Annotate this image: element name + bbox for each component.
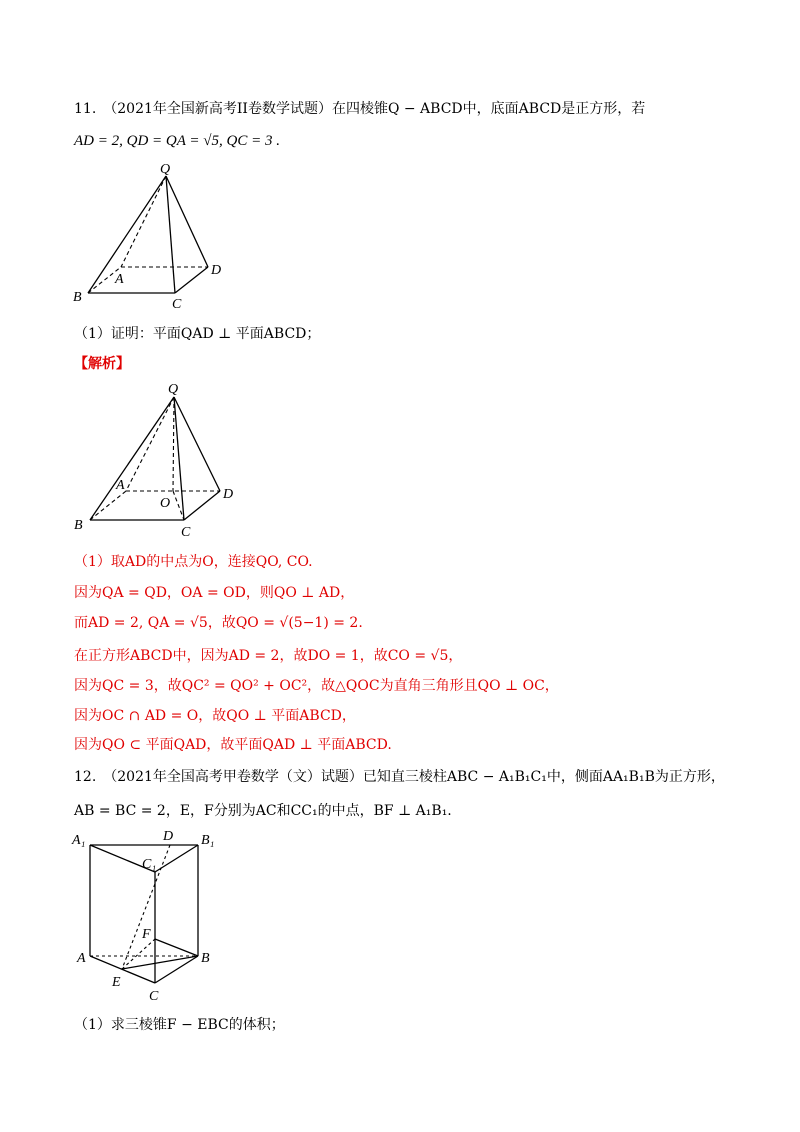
solution-line-2: 因为QA = QD，OA = OD，则QO ⊥ AD， (74, 585, 355, 601)
label-C: C (149, 989, 159, 1004)
analysis-tag: 【解析】 (74, 356, 130, 372)
problem11-stem-line1: 11. （2021年全国新高考II卷数学试题）在四棱锥Q − ABCD中，底面ABCD是正方形，若 (74, 101, 646, 117)
solution-line-1: （1）取AD的中点为O，连接QO, CO. (74, 554, 313, 570)
solution-line-3: 而AD = 2, QA = √5，故QO = √(5−1) = 2. (74, 615, 363, 631)
label-E: E (112, 975, 121, 990)
label-B: B (73, 290, 82, 305)
label-B1: B₁ (201, 833, 215, 848)
problem12-stem-line2: AB = BC = 2，E，F分别为AC和CC₁的中点，BF ⊥ A₁B₁. (74, 803, 452, 819)
label-O: O (160, 496, 171, 511)
label-C1: C₁ (142, 857, 157, 872)
problem11-part1: （1）证明：平面QAD ⊥ 平面ABCD； (74, 326, 321, 342)
label-B: B (201, 951, 210, 966)
solution-line-5: 因为QC = 3，故QC² = QO² + OC²，故△QOC为直角三角形且QO ⊥ OC， (74, 678, 559, 694)
solution-line-6: 因为OC ∩ AD = O，故QO ⊥ 平面ABCD， (74, 708, 356, 724)
label-A: A (77, 951, 86, 966)
solution-line-7: 因为QO ⊂ 平面QAD，故平面QAD ⊥ 平面ABCD. (74, 737, 392, 753)
pyramid-figure-2 (60, 375, 260, 540)
problem12-stem-line1: 12. （2021年全国高考甲卷数学（文）试题）已知直三棱柱ABC − A₁B₁C₁中，侧面AA₁B₁B为正方形， (74, 769, 725, 785)
label-A: A (116, 478, 125, 493)
label-F: F (142, 927, 151, 942)
problem11-stem-line2: AD = 2, QD = QA = √5, QC = 3 . (74, 133, 280, 149)
label-Q: Q (160, 162, 171, 177)
label-B: B (74, 518, 83, 533)
label-D: D (211, 263, 222, 278)
label-D: D (223, 487, 234, 502)
label-A1: A₁ (72, 833, 86, 848)
label-A: A (115, 272, 124, 287)
problem12-part1: （1）求三棱锥F − EBC的体积； (74, 1017, 285, 1033)
label-C: C (172, 297, 182, 308)
label-D: D (163, 829, 174, 844)
solution-line-4: 在正方形ABCD中，因为AD = 2，故DO = 1，故CO = √5， (74, 648, 463, 664)
label-C: C (181, 525, 191, 540)
pyramid-figure-1 (60, 158, 260, 308)
label-Q: Q (168, 382, 179, 397)
prism-figure (60, 826, 240, 1006)
